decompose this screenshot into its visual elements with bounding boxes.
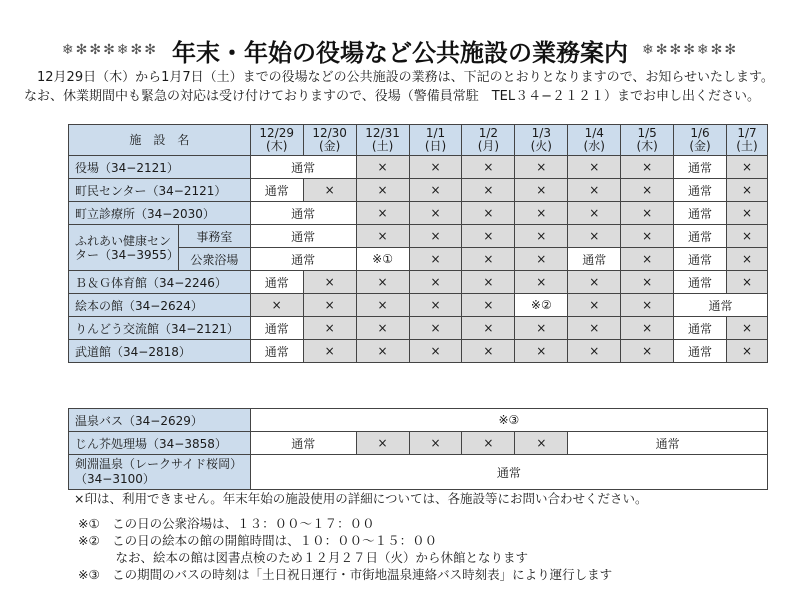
status-cell: ×: [621, 179, 674, 202]
status-cell: ×: [409, 294, 462, 317]
facility-name: ふれあい健康センター（34−3955）: [69, 225, 179, 271]
status-cell: 通常: [250, 271, 303, 294]
facility-name: 町民センター（34−2121）: [69, 179, 251, 202]
status-cell: ×: [515, 225, 568, 248]
status-cell: ×: [726, 202, 767, 225]
table-row: [69, 271, 768, 294]
status-cell: ×: [462, 271, 515, 294]
status-cell: ×: [462, 432, 515, 455]
status-cell: 通常: [568, 248, 621, 271]
status-cell: ×: [356, 202, 409, 225]
status-cell: ×: [515, 317, 568, 340]
status-cell: ×: [621, 156, 674, 179]
status-cell: ×: [515, 156, 568, 179]
date-header: 1/1 (日): [409, 125, 462, 156]
status-cell: ×: [356, 179, 409, 202]
status-cell: ×: [409, 248, 462, 271]
status-cell: ×: [726, 248, 767, 271]
status-cell: ×: [568, 294, 621, 317]
intro-paragraph: 12月29日（木）から1月7日（土）までの役場などの公共施設の業務は、下記のとおりとなりますので、お知らせいたします。なお、休業期間中も緊急の対応は受け付けておりますので、役場（警備員常駐 TEL３４−２１２１）までお申し出ください。: [24, 70, 774, 104]
date-header: 12/29 (木): [250, 125, 303, 156]
table-row: [69, 294, 768, 317]
date-header: 1/5 (木): [621, 125, 674, 156]
status-cell: 通常: [250, 248, 356, 271]
status-cell: ×: [356, 317, 409, 340]
status-cell: ×: [409, 225, 462, 248]
facility-name: 武道館（34−2818）: [69, 340, 251, 363]
facility-schedule-table: [68, 124, 768, 363]
date-header: 1/2 (月): [462, 125, 515, 156]
facility-name: 温泉バス（34−2629）: [69, 409, 251, 432]
status-cell: ×: [726, 156, 767, 179]
status-cell: ×: [515, 340, 568, 363]
status-cell: ×: [462, 248, 515, 271]
date-header: 12/30 (金): [303, 125, 356, 156]
status-cell: 通常: [250, 317, 303, 340]
table-row: [69, 225, 768, 248]
status-cell: ×: [409, 156, 462, 179]
status-cell: 通常: [250, 340, 303, 363]
snowflake-decoration-right: ❄✻✻✻❄✻✻: [642, 42, 739, 58]
status-cell: ×: [409, 340, 462, 363]
date-header: 1/7 (土): [726, 125, 767, 156]
facility-name: Ｂ＆Ｇ体育館（34−2246）: [69, 271, 251, 294]
title-row: [0, 32, 800, 68]
facility-sub-name: 公衆浴場: [178, 248, 250, 271]
status-cell: 通常: [674, 294, 768, 317]
status-cell: ×: [250, 294, 303, 317]
date-header: 12/31 (土): [356, 125, 409, 156]
status-cell: ※③: [250, 409, 767, 432]
status-cell: 通常: [568, 432, 768, 455]
status-cell: 通常: [674, 340, 727, 363]
status-cell: 通常: [674, 248, 727, 271]
status-cell: 通常: [674, 225, 727, 248]
facility-name: 絵本の館（34−2624）: [69, 294, 251, 317]
date-header: 1/3 (火): [515, 125, 568, 156]
status-cell: ×: [726, 225, 767, 248]
status-cell: 通常: [674, 271, 727, 294]
table-row: [69, 432, 768, 455]
other-facilities-table: [68, 408, 768, 490]
status-cell: ×: [303, 340, 356, 363]
status-cell: ×: [568, 225, 621, 248]
status-cell: ×: [568, 340, 621, 363]
status-cell: ×: [409, 432, 462, 455]
status-cell: ×: [462, 179, 515, 202]
date-header: 1/4 (水): [568, 125, 621, 156]
note-line: ×印は、利用できません。年末年始の施設使用の詳細については、各施設等にお問い合わせください。: [74, 491, 648, 506]
status-cell: ×: [409, 271, 462, 294]
status-cell: ×: [409, 317, 462, 340]
status-cell: ×: [621, 248, 674, 271]
status-cell: ×: [568, 179, 621, 202]
note-line: ※① この日の公衆浴場は、１３：００〜１７：００: [78, 516, 375, 531]
status-cell: ×: [726, 179, 767, 202]
note-line: なお、絵本の館は図書点検のため１２月２７日（火）から休館となります: [78, 550, 529, 565]
status-cell: ×: [409, 202, 462, 225]
facility-name: 役場（34−2121）: [69, 156, 251, 179]
status-cell: ×: [356, 432, 409, 455]
facility-name: 剣淵温泉（レークサイド桜岡）（34−3100）: [69, 455, 251, 490]
table-row: [69, 202, 768, 225]
status-cell: ×: [462, 317, 515, 340]
status-cell: ×: [726, 340, 767, 363]
status-cell: ×: [303, 294, 356, 317]
status-cell: 通常: [674, 156, 727, 179]
status-cell: ×: [515, 432, 568, 455]
note-line: ※③ この期間のバスの時刻は「土日祝日運行・市街地温泉連絡バス時刻表」により運行します: [78, 567, 613, 582]
snowflake-decoration-left: ❄✻✻✻❄✻✻: [61, 42, 158, 58]
table-row: [69, 340, 768, 363]
status-cell: ×: [303, 179, 356, 202]
table-row: [69, 317, 768, 340]
status-cell: ×: [515, 271, 568, 294]
status-cell: 通常: [674, 317, 727, 340]
status-cell: ×: [621, 317, 674, 340]
status-cell: ×: [515, 248, 568, 271]
status-cell: ×: [462, 294, 515, 317]
status-cell: 通常: [250, 455, 767, 490]
table-header-row: [69, 125, 768, 156]
status-cell: ×: [356, 294, 409, 317]
status-cell: ×: [621, 202, 674, 225]
status-cell: ×: [621, 294, 674, 317]
status-cell: ×: [726, 271, 767, 294]
status-cell: ×: [568, 317, 621, 340]
facility-name: 町立診療所（34−2030）: [69, 202, 251, 225]
facility-column-header: 施 設 名: [69, 125, 251, 156]
table-row: [69, 455, 768, 490]
status-cell: ×: [462, 225, 515, 248]
status-cell: 通常: [250, 432, 356, 455]
status-cell: ×: [462, 156, 515, 179]
status-cell: ×: [356, 156, 409, 179]
date-header: 1/6 (金): [674, 125, 727, 156]
note-line: ※② この日の絵本の館の開館時間は、１０：００〜１５：００: [78, 533, 438, 548]
status-cell: ×: [303, 317, 356, 340]
status-cell: ×: [409, 179, 462, 202]
status-cell: ×: [515, 202, 568, 225]
status-cell: 通常: [250, 156, 356, 179]
page-title: 年末・年始の役場など公共施設の業務案内: [172, 38, 628, 67]
status-cell: ×: [356, 225, 409, 248]
status-cell: ※①: [356, 248, 409, 271]
status-cell: ×: [462, 202, 515, 225]
status-cell: ×: [621, 225, 674, 248]
status-cell: ×: [568, 271, 621, 294]
status-cell: ×: [621, 271, 674, 294]
status-cell: ×: [356, 340, 409, 363]
table-row: [69, 156, 768, 179]
status-cell: 通常: [250, 202, 356, 225]
table-row: [69, 179, 768, 202]
status-cell: ×: [621, 340, 674, 363]
status-cell: ×: [568, 156, 621, 179]
status-cell: ×: [356, 271, 409, 294]
status-cell: ×: [726, 317, 767, 340]
status-cell: ×: [462, 340, 515, 363]
status-cell: ※②: [515, 294, 568, 317]
status-cell: ×: [568, 202, 621, 225]
facility-name: りんどう交流館（34−2121）: [69, 317, 251, 340]
notes: [74, 490, 778, 583]
status-cell: ×: [515, 179, 568, 202]
status-cell: 通常: [250, 225, 356, 248]
status-cell: ×: [303, 271, 356, 294]
status-cell: 通常: [674, 202, 727, 225]
facility-sub-name: 事務室: [178, 225, 250, 248]
status-cell: 通常: [250, 179, 303, 202]
table-row: [69, 409, 768, 432]
facility-name: じん芥処理場（34−3858）: [69, 432, 251, 455]
status-cell: 通常: [674, 179, 727, 202]
